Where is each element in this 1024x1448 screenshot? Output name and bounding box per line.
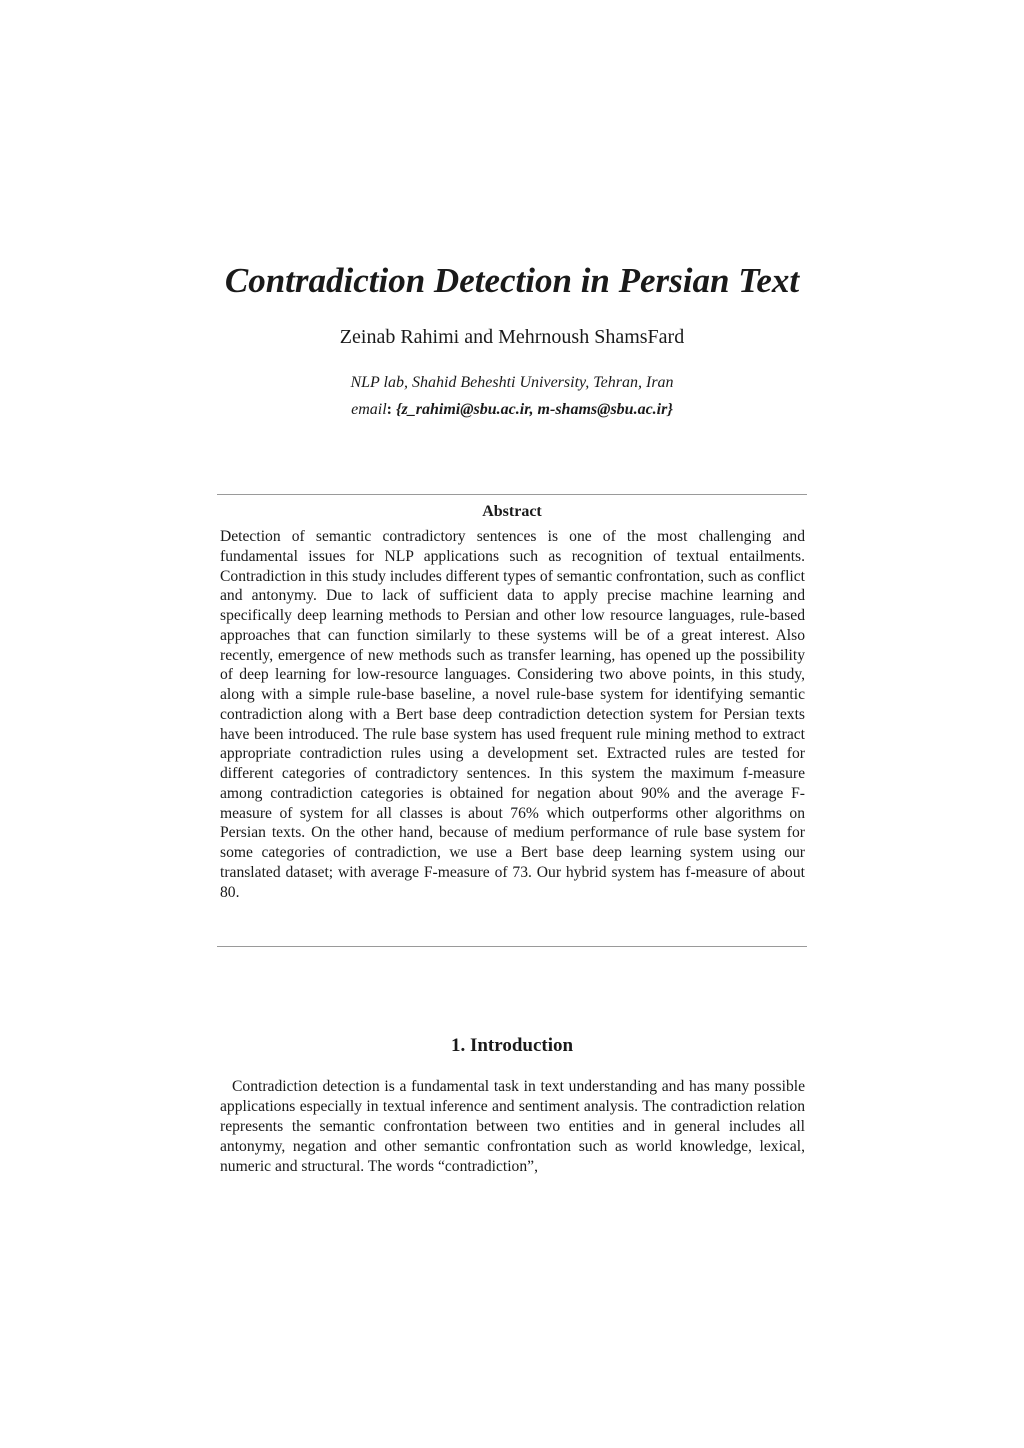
abstract-heading: Abstract	[482, 503, 542, 520]
abstract-top-divider	[217, 494, 807, 495]
introduction-heading: 1. Introduction	[450, 1035, 574, 1056]
author-affiliation: NLP lab, Shahid Beheshti University, Tehran, Iran	[350, 374, 674, 391]
introduction-body: Contradiction detection is a fundamental task in text understanding and has many possible applications especially in textual inference and sentiment analysis. The contradiction relation represents the semantic confrontation between two entities and in general includes all antonymy, negation and other semantic confrontation such as world knowledge, lexical, numeric and structural. The words “contradiction”,	[220, 1078, 805, 1175]
paper-title: Contradiction Detection in Persian Text	[224, 261, 800, 300]
email-label: email	[351, 401, 387, 418]
email-addresses: {z_rahimi@sbu.ac.ir, m-shams@sbu.ac.ir}	[395, 401, 673, 418]
author-email	[0, 399, 1024, 421]
email-separator: :	[386, 401, 396, 418]
abstract-body: Detection of semantic contradictory sentences is one of the most challenging and fundamental issues for NLP applications such as recognition of textual entailments. Contradiction in this study includes different types of semantic confrontation, such as conflict and antonymy. Due to lack of sufficient data to apply precise machine learning and specifically deep learning methods to Persian and other low resource languages, rule-based approaches that can function similarly to these systems will be of a great interest. Also recently, emergence of new methods such as transfer learning, has opened up the possibility of deep learning for low-resource languages. Considering two above points, in this study, along with a simple rule-base baseline, a novel rule-base system for identifying semantic contradiction along with a Bert base deep contradiction detection system for Persian texts have been introduced. The rule base system has used frequent rule mining method to extract appropriate contradiction rules using a development set. Extracted rules are tested for different categories of contradictory sentences. In this system the maximum f-measure among contradiction categories is obtained for negation about 90% and the average F-measure of system for all classes is about 76% which outperforms other algorithms on Persian texts. On the other hand, because of medium performance of rule base system for some categories of contradiction, we use a Bert base deep learning system using our translated dataset; with average F-measure of 73. Our hybrid system has f-measure of about 80.	[220, 528, 805, 901]
abstract-bottom-divider	[217, 946, 807, 947]
paper-authors: Zeinab Rahimi and Mehrnoush ShamsFard	[339, 326, 685, 348]
